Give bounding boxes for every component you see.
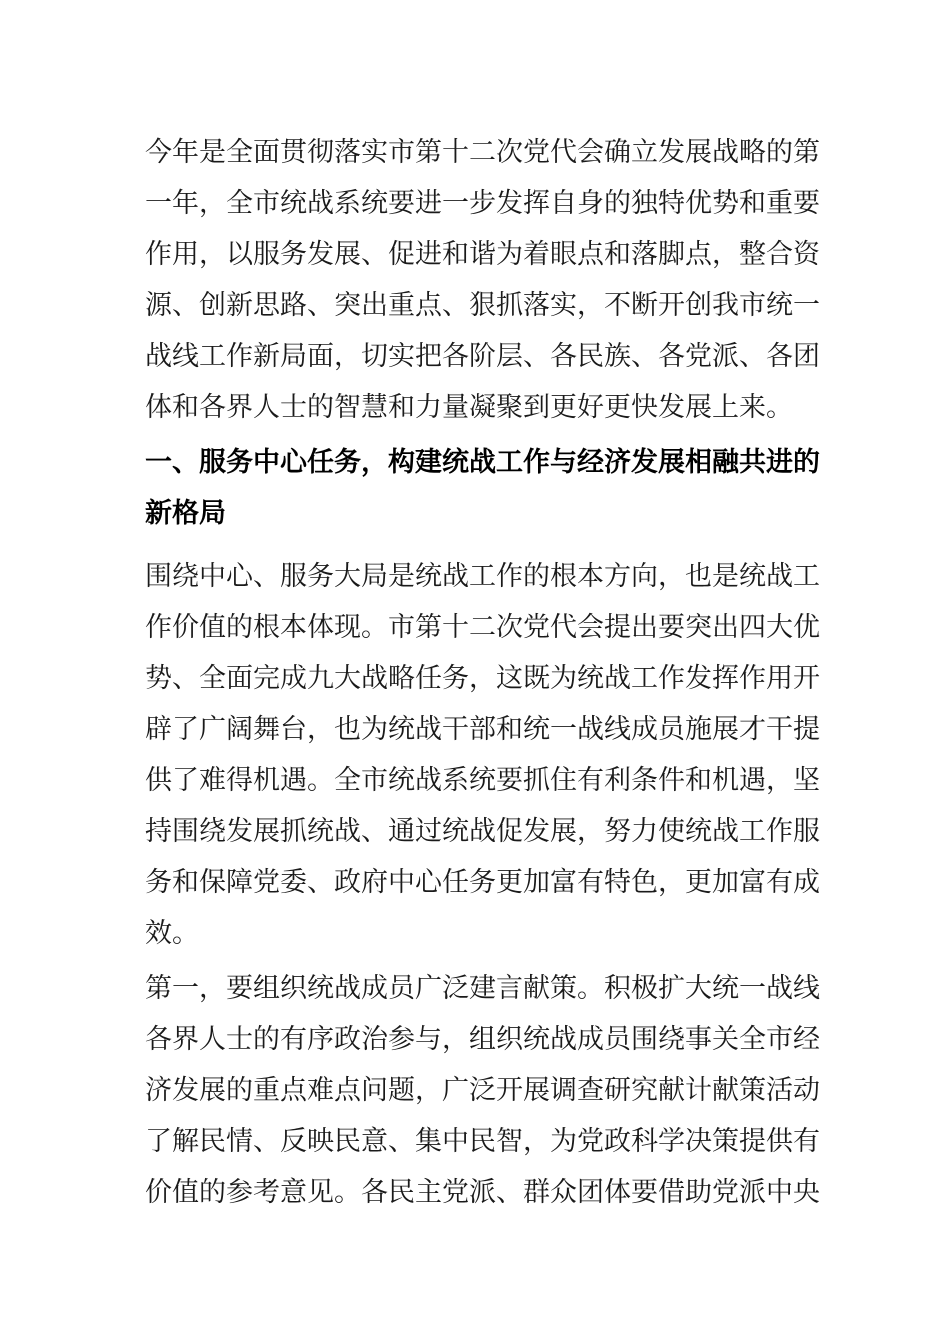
text-line: 作用，以服务发展、促进和谐为着眼点和落脚点，整合资 — [145, 239, 820, 270]
text-line: 效。 — [145, 918, 199, 949]
text-line: 一年，全市统战系统要进一步发挥自身的独特优势和重要 — [145, 188, 820, 219]
text-line: 势、全面完成九大战略任务，这既为统战工作发挥作用开 — [145, 663, 820, 694]
text-line: 供了难得机遇。全市统战系统要抓住有利条件和机遇，坚 — [145, 765, 820, 796]
text-line: 作价值的根本体现。市第十二次党代会提出要突出四大优 — [145, 612, 820, 643]
text-line: 了解民情、反映民意、集中民智，为党政科学决策提供有 — [145, 1126, 820, 1157]
text-line: 第一，要组织统战成员广泛建言献策。积极扩大统一战线 — [145, 973, 820, 1004]
text-line: 济发展的重点难点问题，广泛开展调查研究献计献策活动 — [145, 1075, 820, 1106]
text-line: 持围绕发展抓统战、通过统战促发展，努力使统战工作服 — [145, 816, 820, 847]
text-line: 辟了广阔舞台，也为统战干部和统一战线成员施展才干提 — [145, 714, 820, 745]
text-line: 源、创新思路、突出重点、狠抓落实，不断开创我市统一 — [145, 290, 820, 321]
text-line: 今年是全面贯彻落实市第十二次党代会确立发展战略的第 — [145, 137, 820, 168]
heading-line: 一、服务中心任务，构建统战工作与经济发展相融共进的 — [145, 447, 820, 478]
text-line: 各界人士的有序政治参与，组织统战成员围绕事关全市经 — [145, 1024, 820, 1055]
text-line: 体和各界人士的智慧和力量凝聚到更好更快发展上来。 — [145, 392, 793, 423]
text-line: 价值的参考意见。各民主党派、群众团体要借助党派中央 — [145, 1177, 820, 1208]
text-line: 务和保障党委、政府中心任务更加富有特色，更加富有成 — [145, 867, 820, 898]
text-line: 围绕中心、服务大局是统战工作的根本方向，也是统战工 — [145, 561, 820, 592]
heading-line: 新格局 — [145, 498, 226, 529]
text-line: 战线工作新局面，切实把各阶层、各民族、各党派、各团 — [145, 341, 820, 372]
